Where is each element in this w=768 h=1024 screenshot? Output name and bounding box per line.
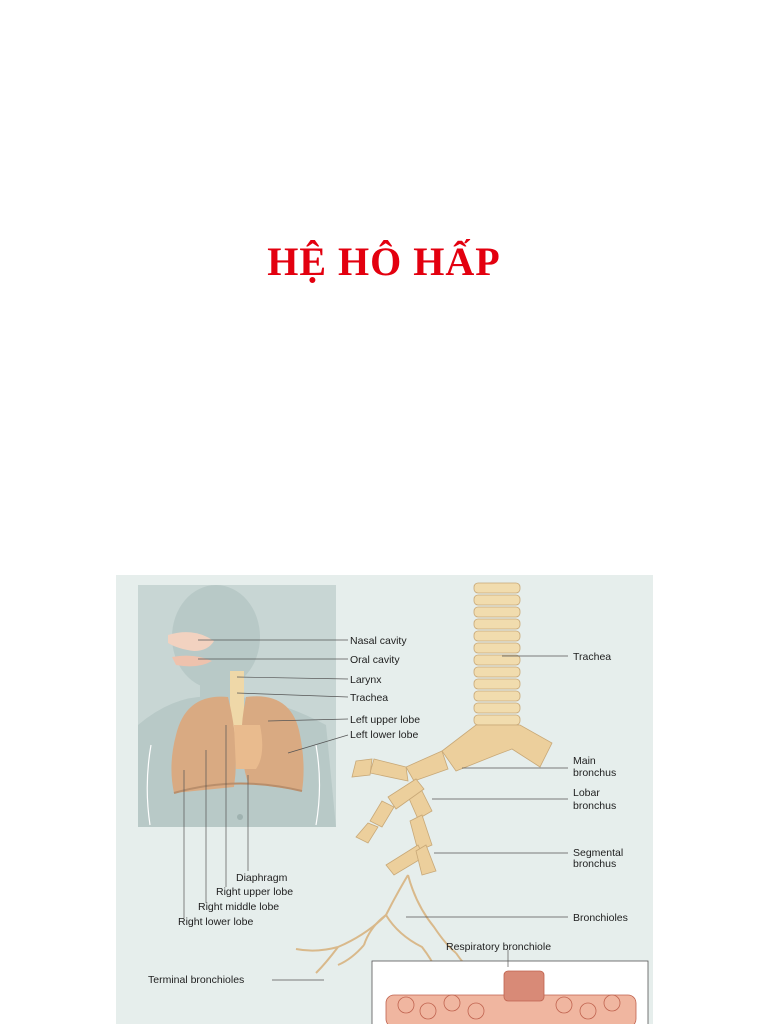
label-lobar-bronchus-line2: bronchus	[573, 800, 617, 812]
respiratory-diagram	[116, 575, 653, 1024]
label-left-lower-lobe: Left lower lobe	[350, 729, 419, 741]
label-trachea-airway: Trachea	[573, 651, 612, 663]
label-larynx: Larynx	[350, 674, 382, 686]
label-terminal-bronchioles: Terminal bronchioles	[148, 974, 245, 986]
label-respiratory-bronchiole: Respiratory bronchiole	[446, 941, 552, 953]
main-bronchi-shape	[442, 725, 552, 771]
label-lobar-bronchus-line1: Lobar	[573, 787, 600, 799]
bronchial-tree	[352, 751, 448, 875]
label-left-upper-lobe: Left upper lobe	[350, 714, 421, 726]
label-segmental-bronchus-line2: bronchus	[573, 858, 617, 870]
navel-mark	[237, 814, 243, 820]
label-main-bronchus-line2: bronchus	[573, 767, 617, 779]
label-main-bronchus-line1: Main	[573, 755, 596, 767]
label-right-middle-lobe: Right middle lobe	[198, 901, 280, 913]
label-diaphragm: Diaphragm	[236, 872, 288, 884]
label-trachea-body: Trachea	[350, 692, 389, 704]
label-segmental-bronchus-line1: Segmental	[573, 847, 624, 859]
label-oral-cavity: Oral cavity	[350, 654, 400, 666]
label-right-lower-lobe: Right lower lobe	[178, 916, 254, 928]
diagram-canvas	[116, 575, 653, 1024]
label-bronchioles: Bronchioles	[573, 912, 628, 924]
heart-shape	[234, 725, 262, 769]
label-nasal-cavity: Nasal cavity	[350, 635, 407, 647]
trachea-rings	[474, 583, 520, 725]
label-right-upper-lobe: Right upper lobe	[216, 886, 294, 898]
page-title: HỆ HÔ HẤP	[267, 239, 501, 284]
